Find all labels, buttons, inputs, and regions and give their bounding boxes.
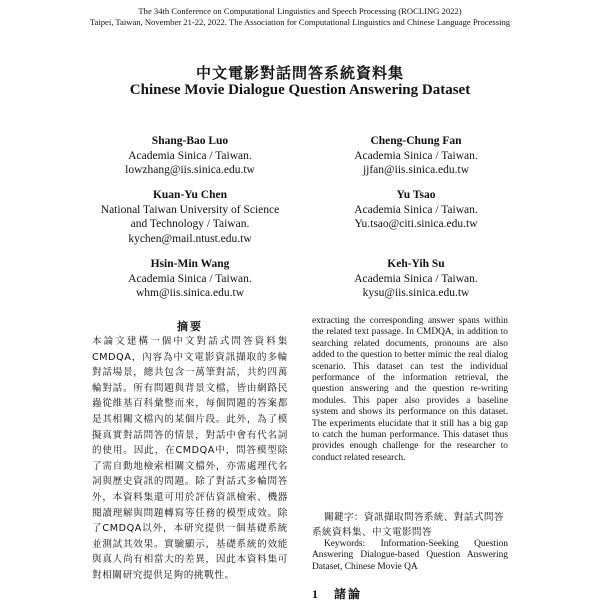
author-affiliation: Academia Sinica / Taiwan. bbox=[128, 272, 252, 285]
author-name: Kuan-Yu Chen bbox=[152, 189, 228, 201]
author-affiliation: Academia Sinica / Taiwan. bbox=[354, 272, 478, 285]
paper-title-english: Chinese Movie Dialogue Question Answering Dataset bbox=[129, 82, 471, 98]
author-name: Yu Tsao bbox=[396, 189, 436, 201]
section-title: 諸論 bbox=[334, 587, 363, 601]
author-affiliation: Academia Sinica / Taiwan. bbox=[354, 203, 478, 216]
author-email: Yu.tsao@citi.sinica.edu.tw bbox=[354, 218, 478, 230]
author-email: kychen@mail.ntust.edu.tw bbox=[128, 232, 252, 245]
conference-header-line1: The 34th Conference on Computational Linguistics and Speech Processing (ROCLING 2022) bbox=[138, 6, 462, 16]
author-name: Shang-Bao Luo bbox=[151, 135, 229, 147]
author-affiliation: Academia Sinica / Taiwan. bbox=[128, 149, 252, 162]
author-name: Cheng-Chung Fan bbox=[370, 135, 462, 147]
conference-header bbox=[0, 6, 600, 28]
author-block-3 bbox=[60, 188, 320, 246]
author-block-6 bbox=[286, 257, 546, 301]
author-block-4 bbox=[286, 188, 546, 232]
author-affiliation: National Taiwan University of Science bbox=[100, 203, 280, 216]
abstract-english: extracting the corresponding answer spans within the related text passage. In CMDQA, in addition to searching related documents, pronouns are also added to the question to better mimic the real dialog scenario. This dataset can test the individual performance of the information retrieval, the question answering and the question re-writing modules. This paper also provides a baseline system and shows its performance on this dataset. The experiments elucidate that it still has a big gap to catch the human performance. This dataset thus provides enough challenge for the researcher to conduct related research. bbox=[312, 316, 508, 463]
author-email: jjfan@iis.sinica.edu.tw bbox=[362, 164, 470, 176]
author-block-1 bbox=[60, 134, 320, 178]
conference-header-line2: Taipei, Taiwan, November 21-22, 2022. The Association for Computational Linguistics and Chinese Language Processing bbox=[89, 17, 511, 27]
author-block-5 bbox=[60, 257, 320, 301]
author-name: Hsin-Min Wang bbox=[150, 258, 230, 270]
section-heading bbox=[312, 585, 362, 602]
author-name: Keh-Yih Su bbox=[387, 258, 445, 270]
author-affiliation: and Technology / Taiwan. bbox=[130, 218, 250, 230]
abstract-heading: 摘要 bbox=[177, 320, 203, 333]
author-email: lowzhang@iis.sinica.edu.tw bbox=[125, 164, 255, 176]
keywords-chinese: 關鍵字：資訊擷取問答系統、對話式問答系統資料集、中文電影問答 bbox=[312, 512, 504, 538]
abstract-chinese: 本論文建構一個中文對話式問答資料集CMDQA，內容為中文電影資訊擷取的多輪對話場景，總共包含一萬筆對話，共約四萬輪對話。所有問題與背景文檔，皆由網路民蟲從維基百科彙整而來，每個問題的答案都是其相關文檔內的某個片段。此外，為了模擬真實對話問答的情景，對話中會有代名詞的使用。因此，在CMDQA中，問答模型除了需自動地檢索相關文檔外，亦需處理代名詞與歷史資訊的問題。除了對話式多輪問答外，本資料集還可用於評估資訊檢索、機器閱讀理解與問題轉寫等任務的模型成效。除了CMDQA以外，本研究提供一個基礎系統並測試其效果。實驗顯示，基礎系統的效能與真人尚有相當大的差異，因此本資料集可對相關研究提供足夠的挑戰性。 bbox=[92, 336, 288, 581]
section-number: 1 bbox=[312, 587, 318, 601]
author-email: kysu@iis.sinica.edu.tw bbox=[362, 287, 470, 299]
keywords-english: Keywords: Information-Seeking Question Answering Dialogue-based Question Answering Dataset, Chinese Movie QA bbox=[312, 539, 508, 572]
paper-title-chinese: 中文電影對話問答系統資料集 bbox=[195, 64, 404, 82]
author-email: whm@iis.sinica.edu.tw bbox=[135, 287, 244, 299]
author-block-2 bbox=[286, 134, 546, 178]
author-affiliation: Academia Sinica / Taiwan. bbox=[354, 149, 478, 162]
